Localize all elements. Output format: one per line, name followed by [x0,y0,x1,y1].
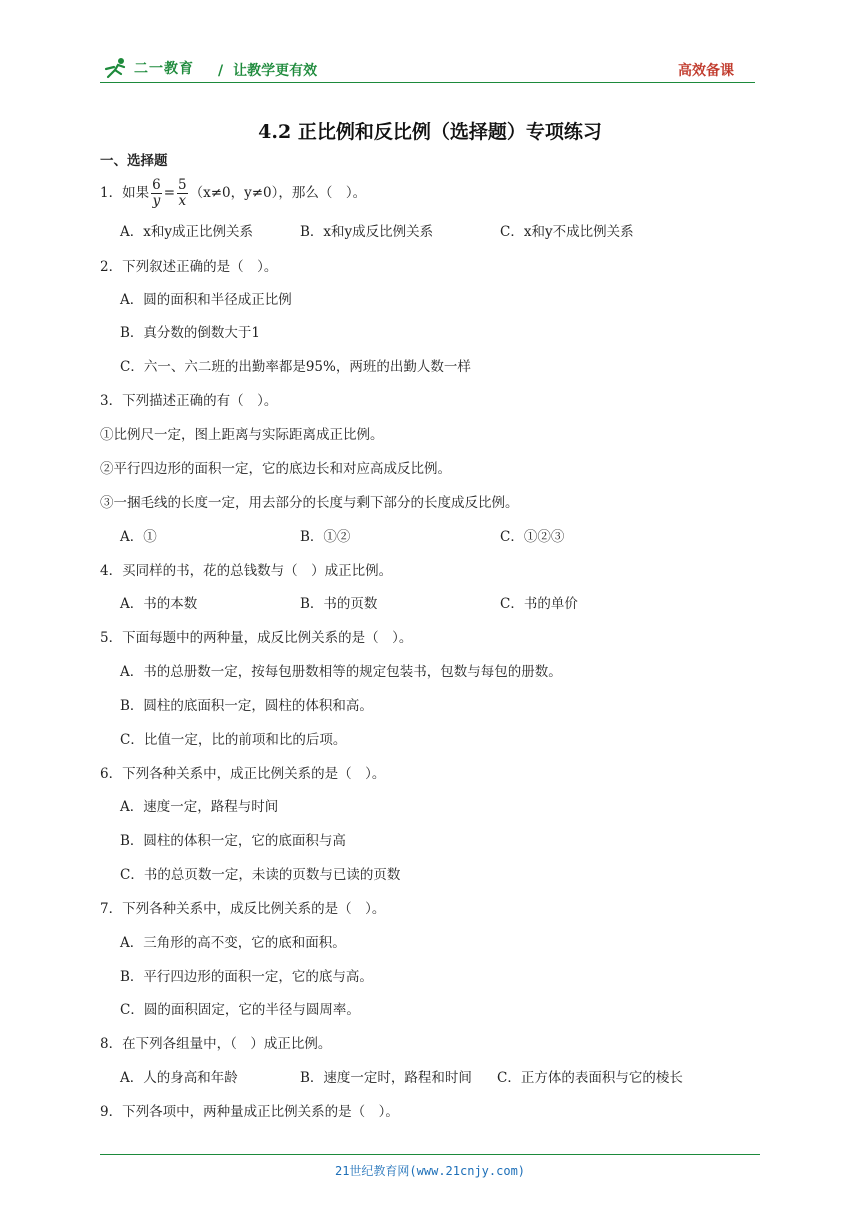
q3-option-c: C．①②③ [500,529,565,545]
runner-logo-icon [104,57,130,79]
q1-prefix: 1．如果 [100,185,150,201]
q3-statement-2: ②平行四边形的面积一定，它的底边长和对应高成反比例。 [100,461,451,477]
q7-option-a: A．三角形的高不变，它的底和面积。 [120,935,346,951]
q4-option-a: A．书的本数 [120,596,198,612]
q7-option-c: C．圆的面积固定，它的半径与圆周率。 [120,1002,360,1018]
header-divider [100,82,755,83]
question-6-stem: 6．下列各种关系中，成正比例关系的是（ ）。 [100,766,386,782]
q8-option-a: A．人的身高和年龄 [120,1070,238,1086]
q5-option-a: A．书的总册数一定，按每包册数相等的规定包装书，包数与每包的册数。 [120,664,562,680]
q7-option-b: B．平行四边形的面积一定，它的底与高。 [120,969,373,985]
slogan-text: 让教学更有效 [233,63,318,79]
slogan-slash: / [218,63,224,79]
question-8-stem: 8．在下列各组量中，（ ）成正比例。 [100,1036,332,1052]
q2-option-a: A．圆的面积和半径成正比例 [120,292,292,308]
q8-option-b: B．速度一定时，路程和时间 [300,1070,472,1086]
header-slogan [218,60,317,80]
q3-option-b: B．①② [300,529,351,545]
q6-option-a: A．速度一定，路程与时间 [120,799,279,815]
page-title: 4.2 正比例和反比例（选择题）专项练习 [258,121,602,143]
q6-option-c: C．书的总页数一定，未读的页数与已读的页数 [120,867,401,883]
q5-option-c: C．比值一定，比的前项和比的后项。 [120,732,347,748]
q3-option-a: A．① [120,529,157,545]
question-2-stem: 2．下列叙述正确的是（ ）。 [100,259,278,275]
fraction-5-over-x [177,178,188,209]
question-1-stem [100,178,366,209]
q2-option-b: B．真分数的倒数大于1 [120,325,261,341]
q3-statement-3: ③一捆毛线的长度一定，用去部分的长度与剩下部分的长度成反比例。 [100,495,519,511]
frac1-numerator: 6 [152,177,161,193]
q3-statement-1: ①比例尺一定，图上距离与实际距离成正比例。 [100,427,384,443]
frac2-numerator: 5 [178,177,187,193]
q6-option-b: B．圆柱的体积一定，它的底面积与高 [120,833,346,849]
fraction-6-over-y [151,178,162,209]
question-4-stem: 4．买同样的书，花的总钱数与（ ）成正比例。 [100,563,393,579]
frac2-denominator: x [178,193,187,209]
question-9-stem: 9．下列各项中，两种量成正比例关系的是（ ）。 [100,1104,399,1120]
question-3-stem: 3．下列描述正确的有（ ）。 [100,393,278,409]
q1-option-a: A．x和y成正比例关系 [120,224,253,240]
q1-suffix: （x≠0，y≠0），那么（ ）。 [189,185,367,201]
header-tag: 高效备课 [678,63,734,79]
q1-equals: = [163,185,175,201]
q2-option-c: C．六一、六二班的出勤率都是95%，两班的出勤人数一样 [120,359,471,375]
footer-divider [100,1154,760,1155]
frac1-denominator: y [152,193,161,209]
q4-option-b: B．书的页数 [300,596,378,612]
q4-option-c: C．书的单价 [500,596,578,612]
q8-option-c: C．正方体的表面积与它的棱长 [497,1070,683,1086]
question-7-stem: 7．下列各种关系中，成反比例关系的是（ ）。 [100,901,386,917]
brand-logo [104,56,194,80]
footer-text: 21世纪教育网(www.21cnjy.com) [334,1164,526,1178]
q1-option-b: B．x和y成反比例关系 [300,224,434,240]
logo-text: 二一教育 [134,61,194,77]
page-header [100,56,760,82]
q1-option-c: C．x和y不成比例关系 [500,224,634,240]
section-heading: 一、选择题 [100,153,168,169]
question-5-stem: 5．下面每题中的两种量，成反比例关系的是（ ）。 [100,630,413,646]
q5-option-b: B．圆柱的底面积一定，圆柱的体积和高。 [120,698,373,714]
